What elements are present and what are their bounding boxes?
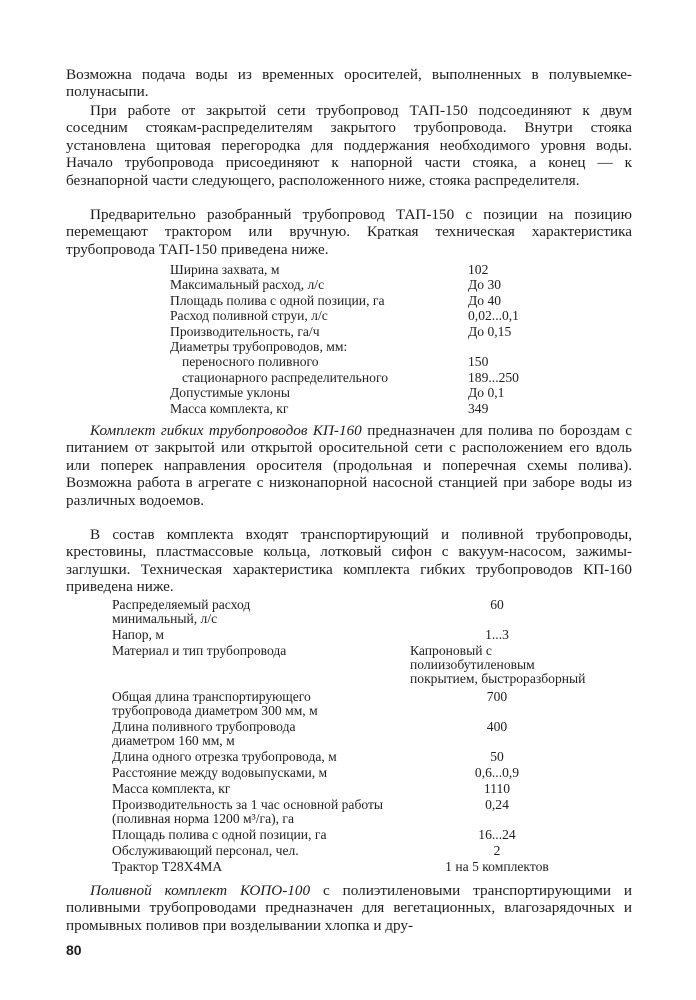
spec-label: Диаметры трубопроводов, мм: [170, 338, 348, 354]
spec-row [170, 339, 570, 354]
spec-row [170, 308, 570, 323]
spec-row [170, 370, 570, 385]
spec-label: Ширина захвата, м [170, 262, 280, 277]
paragraph-kp160-description [66, 422, 632, 509]
spec-label: Расстояние между водовыпусками, м [112, 765, 328, 780]
spec-row [170, 385, 570, 400]
spec-label: Трактор Т28Х4МА [112, 859, 223, 874]
spec-row [170, 354, 570, 369]
spec-value: 150 [468, 354, 489, 370]
paragraph-text: Возможна подача воды из временных оросителей, выполненных в полувыемке-полунасыпи. [66, 66, 632, 101]
paragraph-text: предназначен для полива по бороздам с питанием от закрытой или открытой оросительной сети с расположением его вдоль или поперек направления оросителя (продольная и поперечная схемы полива). Возможна работа в агрегате с низконапорной насосной станцией при заборе воды из различных водоемов. [66, 422, 632, 509]
spec-label: Масса комплекта, кг [112, 781, 231, 796]
spec-label: Расход поливной струи, л/с [170, 308, 328, 324]
spec-row [170, 262, 570, 277]
paragraph-text: с полиэтиленовыми транспортирующими и поливными трубопроводами предназначен для вегетационных, влагозарядочных и промывных поливов при возделывании хлопка и дру- [66, 882, 632, 934]
paragraph-closed-network [66, 102, 632, 189]
spec-label: Масса комплекта, кг [170, 400, 289, 416]
product-name-italic: Поливной комплект КОПО-100 [90, 882, 311, 899]
spec-label: Напор, м [112, 627, 164, 642]
spec-row [170, 324, 570, 339]
spec-value: 1 на 5 комплектов [445, 859, 549, 874]
spec-value: 400 [486, 719, 508, 734]
paragraph-text: В состав комплекта входят транспортирующий и поливной трубопроводы, крестовины, пластмассовые кольца, лотковый сифон с вакуум-насосом, зажимы-заглушки. Техническая характеристика комплекта гибких трубопроводов КП-160 приведена ниже. [66, 526, 632, 596]
spec-value: До 0,1 [468, 385, 505, 401]
spec-value: До 0,15 [468, 323, 512, 339]
spec-label: Максимальный расход, л/с [170, 277, 325, 293]
spec-value: 60 [490, 597, 504, 612]
spec-row [170, 277, 570, 292]
product-name-italic: Комплект гибких трубопроводов КП-160 [90, 422, 362, 439]
paragraph-tap150-intro [66, 206, 632, 258]
spec-label: Производительность, га/ч [170, 323, 320, 339]
spec-label: стационарного распределительного [182, 369, 388, 385]
paragraph-text: При работе от закрытой сети трубопровод ТАП-150 подсоединяют к двум соседним стоякам-распределителям закрытого трубопровода. Внутри стояка установлена щитовая перегородка для поддержания необходимого уровня воды. Начало трубопровода присоединяют к напорной части стояка, а конец — к безнапорной части следующего, расположенного ниже, стояка распределителя. [66, 102, 632, 189]
spec-label: Площадь полива с одной позиции, га [170, 292, 385, 308]
paragraph-kp160-composition [66, 526, 632, 596]
spec-row [170, 401, 570, 416]
spec-value: 700 [486, 689, 508, 704]
spec-label: Распределяемый расход минимальный, л/с [112, 597, 251, 627]
spec-label: Длина одного отрезка трубопровода, м [112, 749, 337, 764]
kp160-spec-table [112, 598, 592, 874]
paragraph-temporary-sprinklers [66, 66, 632, 101]
spec-label: Общая длина транспортирующего трубопровода диаметром 300 мм, м [112, 689, 318, 719]
spec-value: 0,6...0,9 [474, 765, 520, 780]
spec-value: 2 [493, 843, 501, 858]
paragraph-text: Предварительно разобранный трубопровод ТАП-150 с позиции на позицию перемещают трактором или вручную. Краткая техническая характеристика трубопровода ТАП-150 приведена ниже. [66, 206, 632, 258]
spec-value: 50 [490, 749, 504, 764]
spec-label: Обслуживающий персонал, чел. [112, 843, 299, 858]
spec-value: 189...250 [468, 369, 519, 385]
spec-label: Площадь полива с одной позиции, га [112, 827, 327, 842]
spec-value: 102 [468, 262, 489, 277]
spec-value: 0,02...0,1 [468, 308, 519, 324]
spec-label: Материал и тип трубопровода [112, 643, 287, 658]
spec-value: 0,24 [485, 797, 509, 812]
spec-value: Капроновый с полиизобутиленовым покрытием, быстроразборный [410, 643, 586, 687]
spec-value: До 40 [468, 292, 502, 308]
spec-value: До 30 [468, 277, 502, 293]
tap150-spec-table [170, 262, 570, 416]
spec-label: переносного поливного [182, 354, 319, 370]
spec-label: Допустимые уклоны [170, 385, 290, 401]
spec-value: 1...3 [485, 627, 509, 642]
spec-label: Длина поливного трубопровода диаметром 160 мм, м [112, 719, 296, 749]
spec-label: Производительность за 1 час основной работы (поливная норма 1200 м³/га), га [112, 797, 384, 827]
spec-value: 349 [468, 400, 489, 416]
paragraph-kopo100-description [66, 882, 632, 934]
page-number: 80 [66, 942, 82, 958]
spec-value: 1110 [483, 781, 511, 796]
spec-value: 16...24 [478, 827, 516, 842]
spec-row [170, 293, 570, 308]
